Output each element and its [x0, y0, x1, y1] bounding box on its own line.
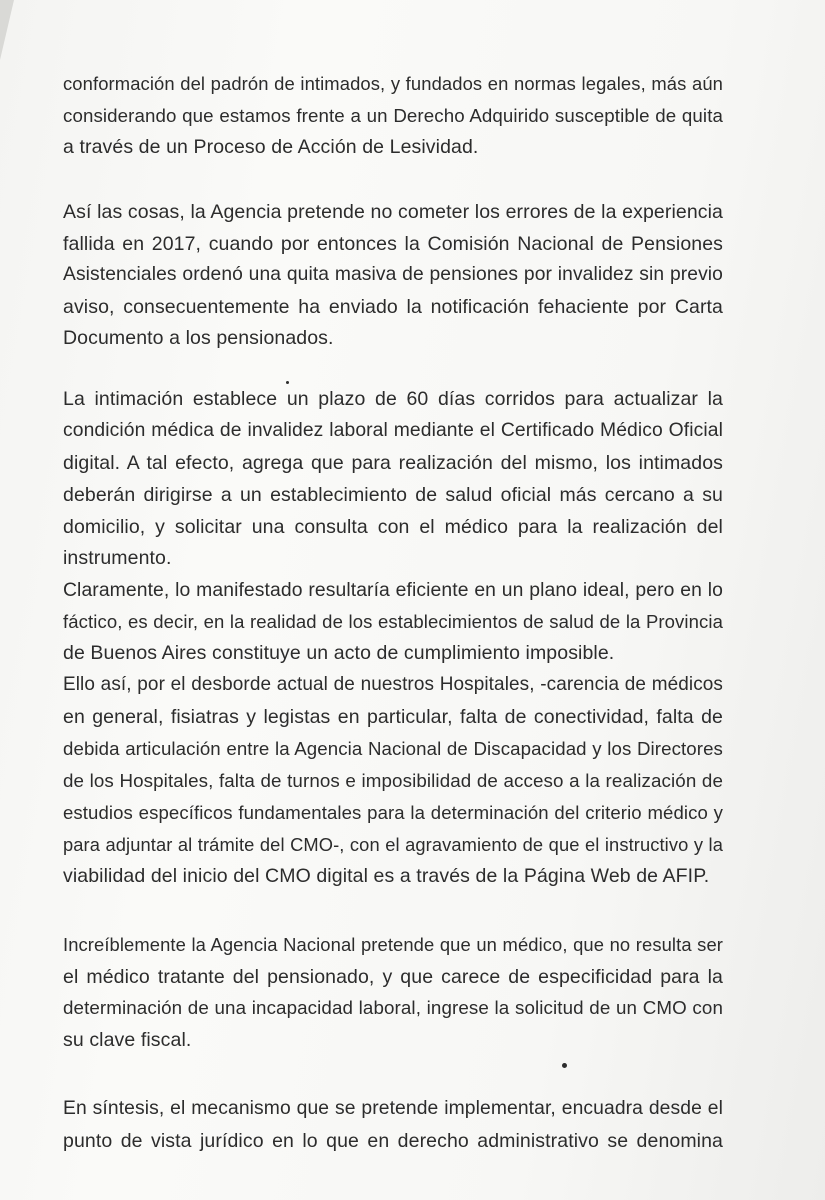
text-line: considerando que estamos frente a un Derecho Adquirido susceptible de quita	[63, 105, 723, 126]
text-line: en general, fisiatras y legistas en particular, falta de conectividad, falta de	[63, 706, 723, 728]
text-line: La intimación establece un plazo de 60 días corridos para actualizar la	[63, 388, 723, 410]
text-line: Así las cosas, la Agencia pretende no cometer los errores de la experiencia	[63, 201, 723, 223]
text-line: Ello así, por el desborde actual de nuestros Hospitales, -carencia de médicos	[63, 674, 723, 695]
text-line: Claramente, lo manifestado resultaría eficiente en un plano ideal, pero en lo	[63, 579, 723, 601]
text-line: determinación de una incapacidad laboral, ingrese la solicitud de un CMO con	[63, 997, 723, 1018]
text-line: En síntesis, el mecanismo que se pretende implementar, encuadra desde el	[63, 1098, 723, 1119]
text-line: a través de un Proceso de Acción de Lesividad.	[63, 136, 479, 158]
text-line: fáctico, es decir, en la realidad de los establecimientos de salud de la Provincia	[63, 611, 723, 632]
text-line: Increíblemente la Agencia Nacional pretende que un médico, que no resulta ser	[63, 934, 723, 955]
text-line: condición médica de invalidez laboral mediante el Certificado Médico Oficial	[63, 420, 723, 441]
text-line: para adjuntar al trámite del CMO-, con el agravamiento de que el instructivo y la	[63, 834, 723, 855]
text-line: domicilio, y solicitar una consulta con el médico para la realización del	[63, 516, 723, 538]
text-line: digital. A tal efecto, agrega que para realización del mismo, los intimados	[63, 452, 723, 474]
text-line: estudios específicos fundamentales para la determinación del criterio médico y	[63, 802, 723, 823]
text-line: el médico tratante del pensionado, y que carece de especificidad para la	[63, 966, 723, 988]
text-line: fallida en 2017, cuando por entonces la Comisión Nacional de Pensiones	[63, 233, 723, 255]
ink-speck	[562, 1063, 567, 1068]
text-line: aviso, consecuentemente ha enviado la notificación fehaciente por Carta	[63, 296, 723, 318]
text-line: Asistenciales ordenó una quita masiva de pensiones por invalidez sin previo	[63, 264, 723, 285]
text-line: de Buenos Aires constituye un acto de cumplimiento imposible.	[63, 642, 615, 664]
text-line: viabilidad del inicio del CMO digital es a través de la Página Web de AFIP.	[63, 865, 710, 887]
text-line: de los Hospitales, falta de turnos e imposibilidad de acceso a la realización de	[63, 770, 723, 791]
text-line: su clave fiscal.	[63, 1029, 192, 1051]
text-line: debida articulación entre la Agencia Nacional de Discapacidad y los Directores	[63, 738, 723, 759]
text-line: Documento a los pensionados.	[63, 327, 334, 349]
page-fold-shadow	[0, 0, 14, 60]
text-line: instrumento.	[63, 547, 172, 569]
text-line: conformación del padrón de intimados, y fundados en normas legales, más aún	[63, 73, 723, 94]
text-line: deberán dirigirse a un establecimiento de salud oficial más cercano a su	[63, 484, 723, 506]
text-line: punto de vista jurídico en lo que en derecho administrativo se denomina	[63, 1130, 723, 1152]
ink-speck	[286, 381, 289, 384]
